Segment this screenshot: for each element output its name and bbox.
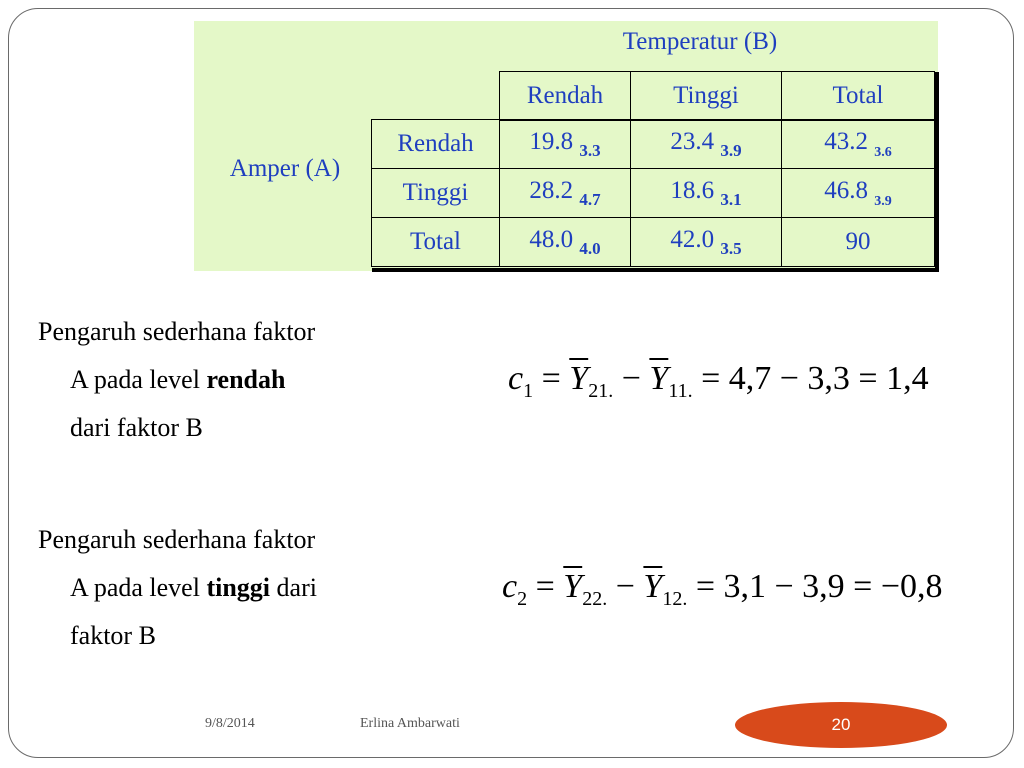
column-header-row — [500, 72, 935, 121]
table-cell: 90 — [782, 218, 935, 267]
amper-header: Amper (A) — [229, 155, 341, 182]
text-line: Pengaruh sederhana faktor — [38, 317, 316, 346]
text-line: A pada level rendah — [70, 365, 286, 394]
text-line: A pada level tinggi dari — [70, 573, 317, 602]
table-row — [372, 218, 935, 267]
page-number: 20 — [831, 715, 851, 734]
table-cell: 19.8 $_{3.3}$ — [500, 120, 631, 169]
col-header-rendah: Rendah — [500, 72, 631, 121]
formula-c1: $c_1 = \overline{Y}_{21.} - \overline{Y}_{11.} = 4,7 - 3,3 = 1,4$ — [508, 360, 929, 402]
page-number-badge — [735, 702, 947, 748]
table-cell: 18.6 $_{3.1}$ — [631, 169, 782, 218]
text-line: dari faktor B — [70, 413, 203, 442]
table-row — [372, 169, 935, 218]
text-line: Pengaruh sederhana faktor — [38, 525, 316, 554]
table-cell: 46.8 $_{3.9}$ — [782, 169, 935, 218]
table-cell: 23.4 $_{3.9}$ — [631, 120, 782, 169]
table-row — [372, 120, 935, 169]
bold-word: rendah — [206, 365, 286, 394]
column-header-table — [499, 71, 935, 121]
bold-word: tinggi — [206, 573, 271, 602]
col-header-tinggi: Tinggi — [631, 72, 782, 121]
data-table — [371, 119, 935, 267]
table-shadow-bottom — [372, 268, 939, 272]
footer-date: 9/8/2014 — [205, 716, 255, 731]
text-block-tinggi — [38, 516, 317, 660]
footer-author: Erlina Ambarwati — [360, 716, 460, 731]
text-line: faktor B — [70, 621, 156, 650]
text-block-rendah — [38, 308, 315, 452]
formula-c2: $c_2 = \overline{Y}_{22.} - \overline{Y}_{12.} = 3,1 - 3,9 = -0,8$ — [502, 568, 943, 610]
row-label: Tinggi — [372, 169, 500, 218]
table-cell: 42.0 $_{3.5}$ — [631, 218, 782, 267]
table-cell: 48.0 $_{4.0}$ — [500, 218, 631, 267]
row-label: Total — [372, 218, 500, 267]
temperature-header: Temperatur (B) — [622, 28, 778, 55]
table-shadow-right — [935, 72, 939, 272]
row-label: Rendah — [372, 120, 500, 169]
col-header-total: Total — [782, 72, 935, 121]
table-cell: 43.2 $_{3.6}$ — [782, 120, 935, 169]
table-cell: 28.2 $_{4.7}$ — [500, 169, 631, 218]
